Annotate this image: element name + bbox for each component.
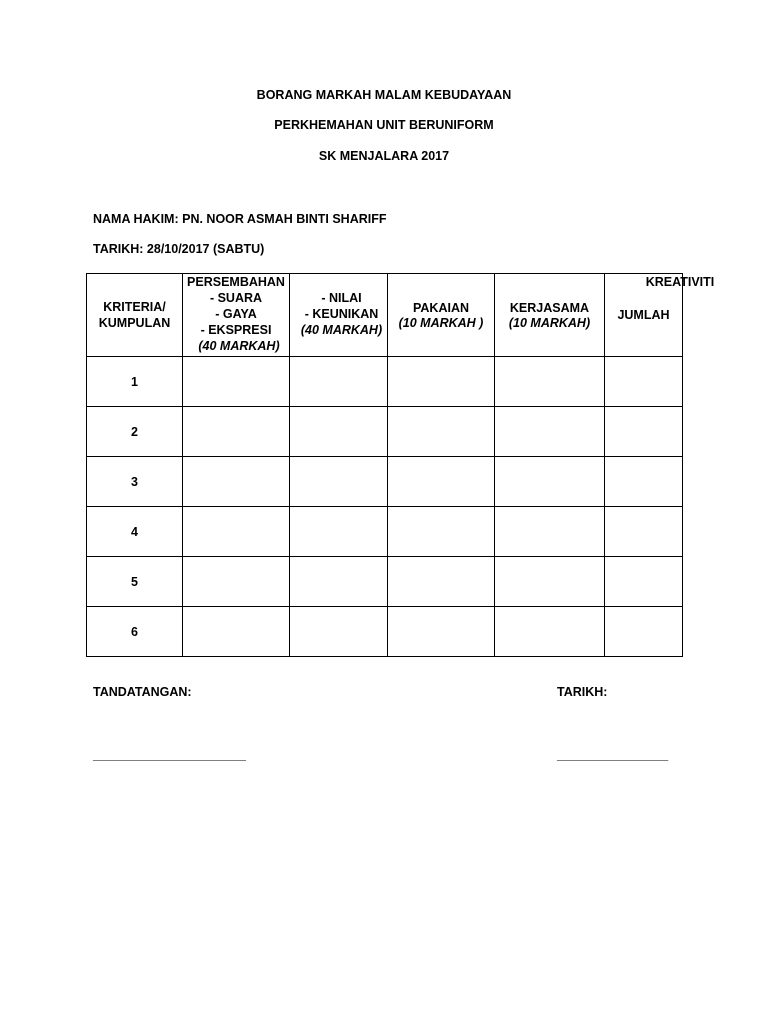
header-kreativiti-item: - KEUNIKAN: [304, 307, 379, 321]
school-name: SK MENJALARA 2017: [318, 149, 450, 163]
score-cell-persembahan[interactable]: [183, 607, 290, 657]
group-number: 5: [87, 557, 183, 607]
score-cell-kreativiti[interactable]: [290, 607, 388, 657]
header-kerjasama: [495, 274, 605, 357]
score-cell-jumlah[interactable]: [605, 557, 683, 607]
table-row: [87, 607, 683, 657]
table-row: [87, 457, 683, 507]
score-cell-kreativiti[interactable]: [290, 557, 388, 607]
score-cell-pakaian[interactable]: [388, 357, 495, 407]
header-kerjasama-title: KERJASAMA: [509, 301, 590, 315]
score-cell-jumlah[interactable]: [605, 457, 683, 507]
score-cell-pakaian[interactable]: [388, 507, 495, 557]
date-signature-line: ________________: [557, 748, 669, 762]
header-kreativiti-marks: (40 MARKAH): [300, 323, 383, 337]
table-row: [87, 557, 683, 607]
score-cell-persembahan[interactable]: [183, 357, 290, 407]
score-cell-persembahan[interactable]: [183, 507, 290, 557]
score-cell-kerjasama[interactable]: [495, 607, 605, 657]
score-table: [86, 273, 715, 657]
score-cell-kreativiti[interactable]: [290, 407, 388, 457]
header-pakaian-title: PAKAIAN: [412, 301, 470, 315]
header-persembahan-item: - SUARA: [209, 291, 263, 305]
judge-name: NAMA HAKIM: PN. NOOR ASMAH BINTI SHARIFF: [93, 212, 387, 226]
header-pakaian: [388, 274, 495, 357]
score-cell-pakaian[interactable]: [388, 457, 495, 507]
score-cell-kerjasama[interactable]: [495, 407, 605, 457]
group-number: 1: [87, 357, 183, 407]
header-criteria-line1: KRITERIA/: [103, 300, 166, 314]
score-cell-kerjasama[interactable]: [495, 507, 605, 557]
score-cell-persembahan[interactable]: [183, 457, 290, 507]
date-label: TARIKH:: [557, 685, 608, 699]
form-title: BORANG MARKAH MALAM KEBUDAYAAN: [256, 88, 512, 102]
score-cell-pakaian[interactable]: [388, 607, 495, 657]
score-cell-kreativiti[interactable]: [290, 507, 388, 557]
score-cell-kerjasama[interactable]: [495, 457, 605, 507]
signature-label: TANDATANGAN:: [93, 685, 192, 699]
score-cell-persembahan[interactable]: [183, 557, 290, 607]
group-number: 4: [87, 507, 183, 557]
header-persembahan-marks: (40 MARKAH): [198, 339, 280, 353]
group-number: 6: [87, 607, 183, 657]
score-cell-jumlah[interactable]: [605, 407, 683, 457]
header-persembahan-item: - EKSPRESI: [200, 323, 272, 337]
header-kreativiti-title: KREATIVITI: [645, 275, 715, 289]
group-number: 3: [87, 457, 183, 507]
header-kreativiti-item: - NILAI: [321, 291, 362, 305]
group-number: 2: [87, 407, 183, 457]
score-cell-jumlah[interactable]: [605, 607, 683, 657]
header-jumlah: JUMLAH: [605, 274, 683, 357]
score-cell-kreativiti[interactable]: [290, 357, 388, 407]
table-row: [87, 507, 683, 557]
score-cell-kerjasama[interactable]: [495, 557, 605, 607]
score-cell-kreativiti[interactable]: [290, 457, 388, 507]
header-persembahan-title: PERSEMBAHAN: [187, 275, 285, 289]
table-row: [87, 407, 683, 457]
score-cell-pakaian[interactable]: [388, 557, 495, 607]
signature-line: ______________________: [93, 748, 246, 762]
score-cell-jumlah[interactable]: [605, 507, 683, 557]
score-cell-jumlah[interactable]: [605, 357, 683, 407]
score-cell-pakaian[interactable]: [388, 407, 495, 457]
table-header-row: [87, 274, 683, 357]
score-cell-kerjasama[interactable]: [495, 357, 605, 407]
form-date: TARIKH: 28/10/2017 (SABTU): [93, 242, 265, 256]
table-row: [87, 357, 683, 407]
header-pakaian-marks: (10 MARKAH ): [398, 316, 484, 330]
header-persembahan-item: - GAYA: [215, 307, 257, 321]
form-subtitle: PERKHEMAHAN UNIT BERUNIFORM: [274, 118, 494, 132]
header-criteria-line2: KUMPULAN: [98, 316, 171, 330]
header-kerjasama-marks: (10 MARKAH): [508, 316, 591, 330]
header-persembahan: [183, 274, 290, 357]
score-cell-persembahan[interactable]: [183, 407, 290, 457]
header-criteria: [87, 274, 183, 357]
